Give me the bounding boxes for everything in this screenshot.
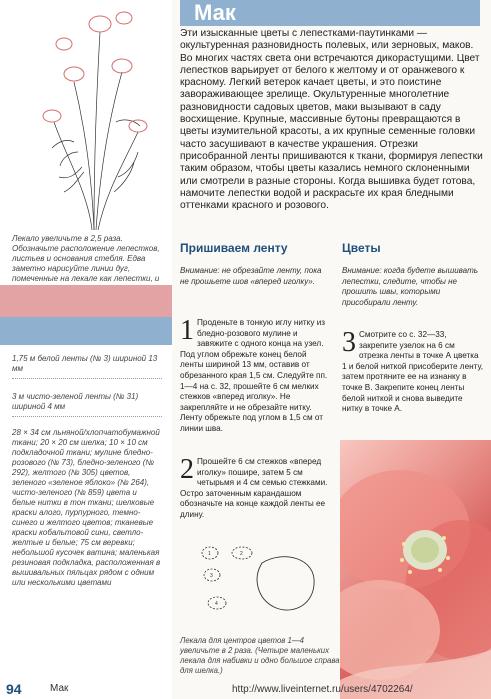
poppy-photo: [340, 440, 491, 699]
page-title: Мак: [194, 0, 236, 25]
section2-note: [342, 266, 482, 308]
svg-text:2: 2: [240, 551, 243, 557]
note-label: Внимание:: [180, 266, 220, 275]
section1-note: [180, 266, 330, 287]
svg-text:1: 1: [208, 551, 211, 557]
step-number: 3: [342, 327, 356, 358]
svg-text:3: 3: [210, 573, 213, 579]
material-item-3: 28 × 34 см льняной/хлопчатобумажной ткани; 20 × 20 см шелка; 10 × 10 см подкладочной ткани; мулине бледно-розового (№ 73), бледно-зеленого (№ 292), желтого (№ 305) цветов, зеленого «зеленое яблоко» (№ 264), чисто-зеленого (№ 859) цвета и белые нитки в тон ткани; шелковые краски алого, пурпурного, темно-синего и желтого цветов; тканевые краски кобальтовой сини, светло-желтые и белые; 75 см веревки; небольшой кусочек ватина; маленькая резиновая подкладка, расположенная в вышивальных пяльцах рядом с одним или несколькими цветами: [12, 428, 161, 587]
step-2: [180, 454, 332, 521]
left-column: [0, 0, 172, 699]
watermark-url: http://www.liveinternet.ru/users/4702264/: [232, 684, 413, 695]
step-text: Прошейте 6 см стежков «вперед иголку» пошире, затем 5 см четырьмя и 4 см семью стежками. Остро заточенным карандашом обозначьте на конце каждой ленты ее длину.: [180, 457, 328, 519]
main-column: [180, 0, 491, 699]
step-1: [180, 315, 332, 435]
pattern-caption: Лекало увеличьте в 2,5 раза. Обозначьте расположение лепестков, листьев и основания стебля. Едва заметно нарисуйте линии дуг, помеченные на лекале как лепестки, и: [12, 234, 160, 283]
section-heading-ribbon: Пришиваем ленту: [180, 241, 288, 255]
step-text: Смотрите со с. 32—33, закрепите узелок на 6 см отрезка ленты в точке А цветка 1 и белой ниткой присоберите ленту, затем протяните ее на изнанку в точке В. Закрепите конец ленты белой ниткой и снова выведите нитку в точке А.: [342, 330, 484, 414]
intro-paragraph: Эти изысканные цветы с лепестками-паутинками — окультуренная разновидность полевых, или зерновых, маков. Во многих частях света они встречаются дикорастущими. Цвет лепестков варьирует от белого к желтому и от оранжевого к красному. Легкий ветерок качает цветы, и это поистине завораживающее зрелище. Окультуренные многолетние разновидности садовых цветов, маки вызывают в саду восхищение. Крупные, массивные бутоны превращаются в цветы изумительной красоты, а их крупные семенные головки часто засушивают в качестве украшения. Отрезки присобранной ленты пришиваются к ткани, формируя лепестки таким образом, чтобы цветы казались немного склоненными или смотрели в разные стороны. Когда вышивка будет готова, намочите лепестки водой и раскрасьте их края бледными оттенками красного и розового.: [180, 28, 483, 212]
flower-center-stencils: [182, 545, 332, 645]
running-title: Мак: [50, 683, 69, 694]
divider: [12, 378, 162, 379]
note-label: Внимание:: [342, 266, 382, 275]
note-text: когда будете вышивать лепестки, следите, чтобы не прошить швы, которыми присобирали ленту.: [342, 266, 478, 307]
divider: [12, 416, 162, 417]
poppy-pattern-sketch: [34, 2, 154, 230]
material-item-1: 1,75 м белой ленты (№ 3) шириной 13 мм: [12, 354, 158, 373]
page-number: 94: [6, 681, 22, 697]
blue-accent-band: [0, 317, 172, 345]
step-number: 1: [180, 315, 194, 346]
section-heading-flowers: Цветы: [342, 241, 381, 255]
stencil-caption: Лекала для центров цветов 1—4 увеличьте в 2 раза. (Четыре маленьких лекала для набивки и одно большое справа для шелка.): [180, 636, 340, 675]
pink-accent-band: [0, 285, 172, 317]
step-text: Проденьте в тонкую иглу нитку из бледно-розового мулине и завяжите с одного конца на узел. Под углом обрежьте конец белой ленты шириной 13 мм, оставив от обрезанного края 1,5 см. Следуйте пп. 1—4 на с. 32, прошейте 6 см мелких стежков «вперед иголку». Не закрепляйте и не обрезайте нитку. Ленту обрежьте под углом в 1,5 см от линии шва.: [180, 318, 328, 433]
note-text: не обрезайте ленту, пока не прошьете шов «вперед иголку».: [180, 266, 322, 286]
step-3: [342, 327, 484, 415]
step-number: 2: [180, 454, 194, 485]
poppy-illustration: [340, 440, 491, 699]
material-item-2: 3 м чисто-зеленой ленты (№ 31) шириной 4 мм: [12, 392, 139, 411]
page-footer: [0, 681, 491, 699]
svg-text:4: 4: [215, 601, 218, 607]
